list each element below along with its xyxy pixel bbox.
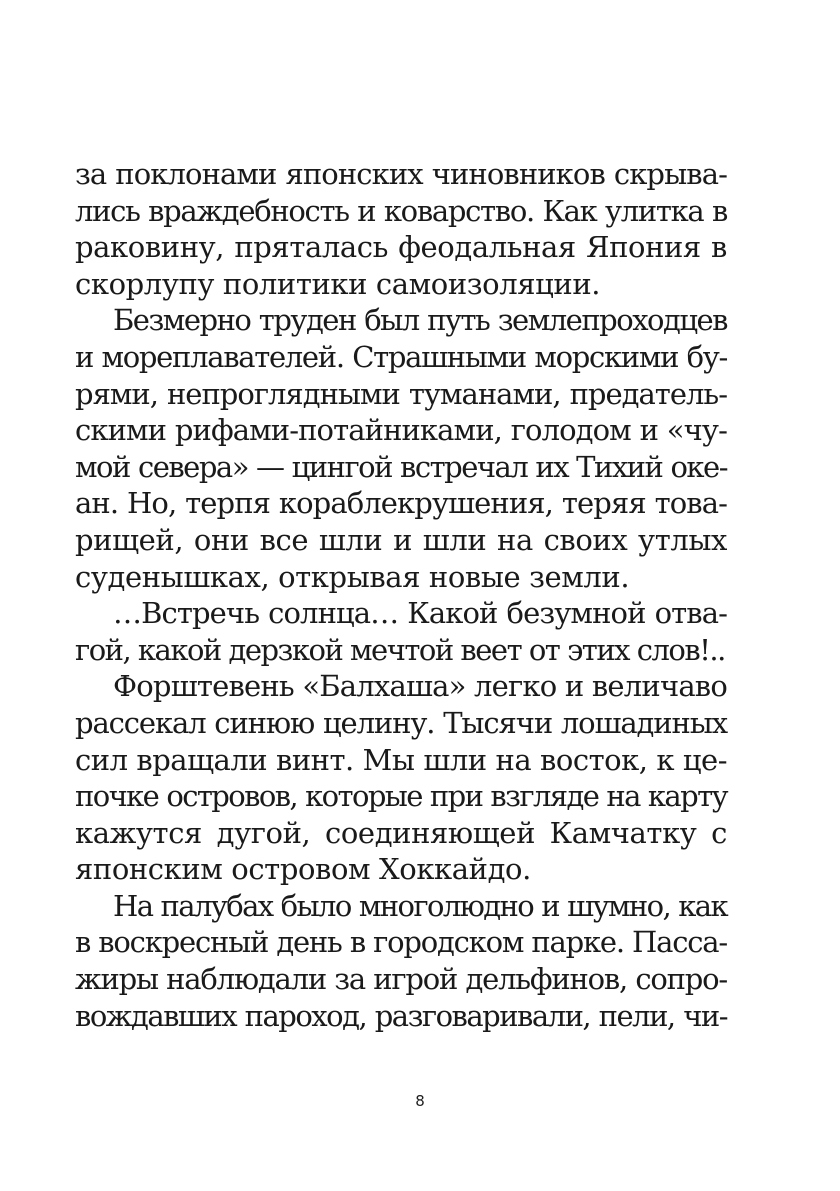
text-line: гой, какой дерзкой мечтой веет от этих слов!.. [75,632,725,667]
text-line: мой севера» — цингой встречал их Тихий оке- [75,449,727,484]
paragraph-first-line: …Встречь солнца… Какой безумной отва- [113,596,727,631]
text-line: ан. Но, терпя кораблекрушения, теряя това- [75,486,727,521]
text-line: за поклонами японских чиновников скрыва- [75,157,727,191]
text-line: скими рифами-потайниками, голодом и «чу- [75,413,727,448]
text-line: лись враждебность и коварство. Как улитка в [75,193,727,228]
paragraph-first-line: Форштевень «Балхаша» легко и величаво [113,669,727,704]
text-line: вождавших пароход, разговаривали, пели, чи- [75,998,727,1033]
text-line: рищей, они все шли и шли на своих утлых [75,522,727,557]
page-number: 8 [415,1092,425,1110]
text-line: суденышках, открывая новые земли. [75,559,630,594]
text-line: японским островом Хоккайдо. [75,852,531,887]
body-text [75,156,727,1034]
text-line: жиры наблюдали за игрой дельфинов, сопро- [75,962,727,997]
text-line: рями, непроглядными туманами, предатель- [75,376,727,411]
text-line: раковину, пряталась феодальная Япония в [75,230,727,265]
text-line: рассекал синюю целину. Тысячи лошадиных [75,705,727,740]
paragraph-first-line: Безмерно труден был путь землепроходцев [113,303,727,338]
text-line: и мореплавателей. Страшными морскими бу- [75,339,727,374]
text-line: в воскресный день в городском парке. Пасса- [75,925,727,960]
text-line: сил вращали винт. Мы шли на восток, к це- [75,742,727,777]
text-line: кажутся дугой, соединяющей Камчатку с [75,815,727,850]
text-line: почке островов, которые при взгляде на карту [75,779,727,814]
text-line: скорлупу политики самоизоляции. [75,266,601,301]
paragraph-first-line: На палубах было многолюдно и шумно, как [113,888,727,923]
